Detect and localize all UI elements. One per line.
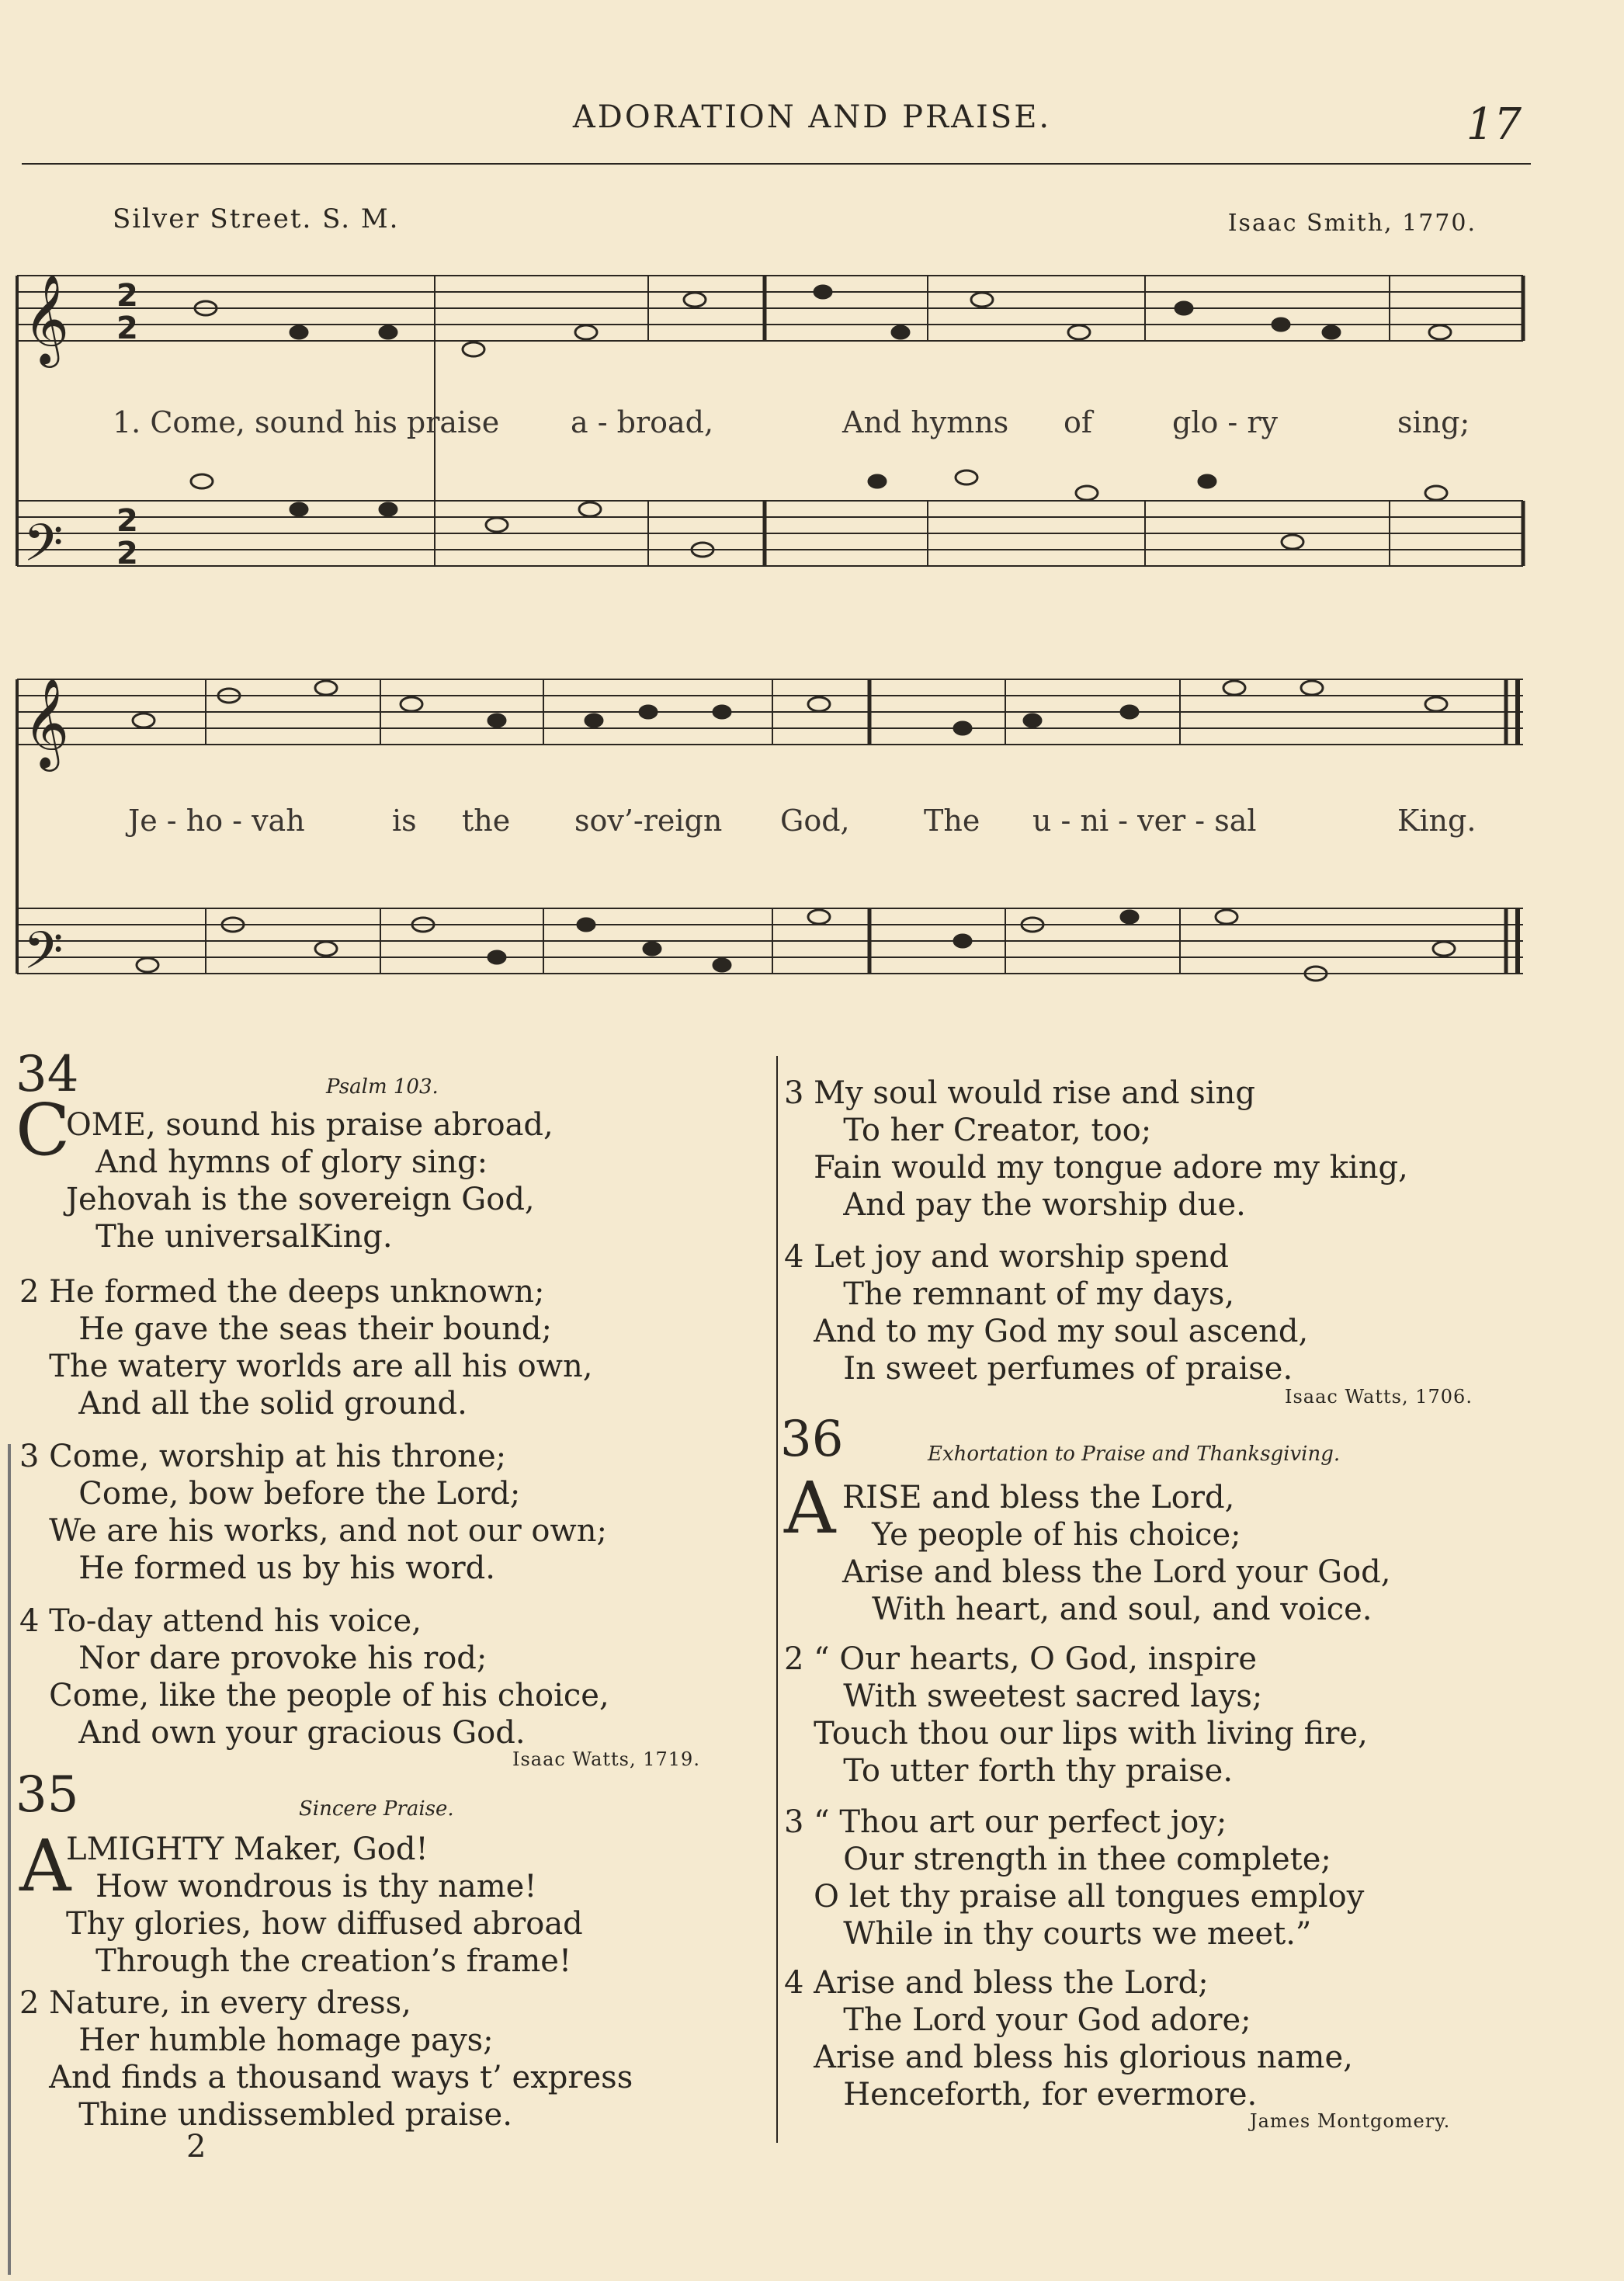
lyric-line-2 — [128, 804, 1525, 838]
stanza: OME, sound his praise abroad, And hymns of glory sing: Jehovah is the sovereign God, The universalKing. — [66, 1107, 553, 1255]
hymn-number: 35 — [16, 1766, 79, 1824]
tune-name: Silver Street. S. M. — [113, 203, 400, 234]
lyric-syllable: is — [392, 804, 417, 838]
drop-cap: A — [19, 1824, 71, 1908]
hymn-subtitle: Psalm 103. — [326, 1075, 439, 1099]
staff-bass-2 — [17, 908, 1523, 974]
lyric-syllable: a - broad, — [571, 405, 714, 439]
stanza: 4 To-day attend his voice, Nor dare provoke his rod; Come, like the people of his choice, And own your gracious God. — [19, 1603, 609, 1751]
lyric-syllable: 1. Come, sound his praise — [113, 405, 500, 439]
staff-treble-2 — [17, 679, 1523, 745]
stanza: LMIGHTY Maker, God! How wondrous is thy name! Thy glories, how diffused abroad Through the creation’s frame! — [66, 1831, 583, 1979]
stanza: 3 My soul would rise and sing To her Creator, too; Fain would my tongue adore my king, And pay the worship due. — [784, 1075, 1408, 1223]
svg-text:𝄢: 𝄢 — [23, 921, 64, 993]
column-rule — [776, 1056, 778, 2143]
stanza: 3 “ Thou art our perfect joy; Our strength in thee complete; O let thy praise all tongues employ While in thy courts we meet.” — [784, 1804, 1365, 1952]
page-number: 17 — [1466, 99, 1522, 150]
svg-text:𝄞: 𝄞 — [23, 273, 70, 364]
hymn-author: Isaac Watts, 1706. — [1285, 1386, 1473, 1408]
stanza: 2 Nature, in every dress, Her humble homage pays; And finds a thousand ways t’ express Thine undissembled praise. — [19, 1985, 633, 2133]
running-head: ADORATION AND PRAISE. — [572, 99, 1052, 135]
music-score — [0, 0, 1624, 1025]
lyric-syllable: Je - ho - vah — [128, 804, 305, 838]
lyric-syllable: The — [924, 804, 980, 838]
hymn-author: James Montgomery. — [1250, 2110, 1451, 2132]
svg-text:2: 2 — [116, 278, 138, 314]
lyric-syllable: sov’-reign — [574, 804, 723, 838]
signature-mark: 2 — [186, 2129, 206, 2165]
stanza: RISE and bless the Lord, Ye people of his choice; Arise and bless the Lord your God, With heart, and soul, and voice. — [842, 1480, 1391, 1627]
hymn-number: 36 — [780, 1411, 844, 1468]
lyric-line-1 — [113, 405, 1510, 439]
hymn-subtitle: Sincere Praise. — [299, 1797, 454, 1821]
svg-text:𝄢: 𝄢 — [23, 513, 64, 585]
stanza: 2 “ Our hearts, O God, inspire With sweetest sacred lays; Touch thou our lips with living fire, To utter forth thy praise. — [784, 1641, 1368, 1789]
tune-composer: Isaac Smith, 1770. — [1227, 210, 1477, 237]
page-edge — [8, 1444, 11, 2275]
hymn-subtitle: Exhortation to Praise and Thanksgiving. — [928, 1443, 1341, 1466]
stanza: 2 He formed the deeps unknown; He gave the seas their bound; The watery worlds are all his own, And all the solid ground. — [19, 1274, 593, 1422]
lyric-syllable: sing; — [1397, 405, 1470, 439]
stanza: 3 Come, worship at his throne; Come, bow before the Lord; We are his works, and not our own; He formed us by his word. — [19, 1439, 607, 1586]
svg-text:𝄞: 𝄞 — [23, 677, 70, 768]
lyric-syllable: u - ni - ver - sal — [1032, 804, 1257, 838]
drop-cap: A — [784, 1467, 836, 1550]
lyric-syllable: the — [462, 804, 511, 838]
svg-text:2: 2 — [116, 536, 138, 571]
hymn-author: Isaac Watts, 1719. — [512, 1748, 700, 1770]
stanza: 4 Arise and bless the Lord; The Lord your God adore; Arise and bless his glorious name, Henceforth, for evermore. — [784, 1965, 1353, 2113]
hymn-number: 34 — [16, 1046, 79, 1103]
lyric-syllable: God, — [780, 804, 850, 838]
lyric-syllable: And hymns — [842, 405, 1009, 439]
svg-text:2: 2 — [116, 311, 138, 346]
svg-text:2: 2 — [116, 503, 138, 539]
staff-bass-1 — [17, 501, 1523, 566]
lyric-syllable: King. — [1397, 804, 1477, 838]
lyric-syllable: of — [1064, 405, 1092, 439]
stanza: 4 Let joy and worship spend The remnant of my days, And to my God my soul ascend, In sweet perfumes of praise. — [784, 1239, 1309, 1387]
staff-treble-1 — [17, 276, 1523, 341]
drop-cap: C — [16, 1088, 71, 1172]
lyric-syllable: glo - ry — [1172, 405, 1278, 439]
